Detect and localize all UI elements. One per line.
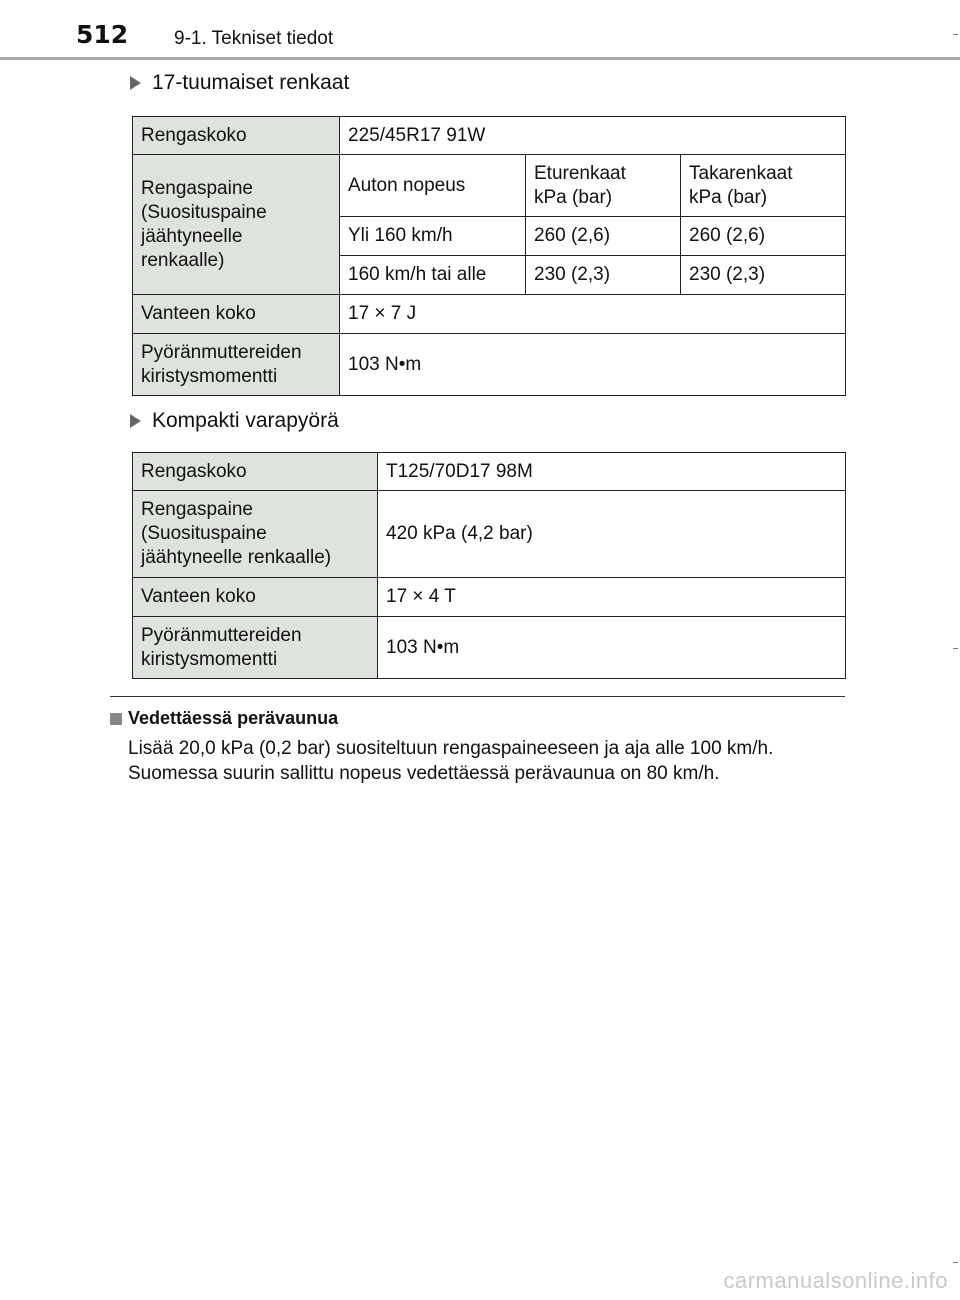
note-line-1: Lisää 20,0 kPa (0,2 bar) suositeltuun rengaspaineeseen ja aja alle 100 km/h. bbox=[128, 738, 774, 759]
table-row bbox=[133, 578, 846, 617]
torque-value: 103 N•m bbox=[340, 334, 846, 396]
page-edge-mark bbox=[953, 1262, 958, 1263]
tire-size-value: 225/45R17 91W bbox=[340, 117, 846, 155]
note-line-2: Suomessa suurin sallittu nopeus vedettäessä perävaunua on 80 km/h. bbox=[128, 763, 720, 784]
chapter-title: 9-1. Tekniset tiedot bbox=[174, 28, 334, 49]
torque-label: Pyöränmuttereiden kiristysmomentti bbox=[133, 334, 340, 396]
table-row bbox=[133, 334, 846, 396]
section-heading-compact-spare bbox=[130, 409, 339, 433]
triangle-bullet-icon bbox=[130, 76, 141, 90]
speed-column-header: Auton nopeus bbox=[340, 155, 526, 217]
square-bullet-icon bbox=[110, 713, 122, 725]
table-row bbox=[133, 491, 846, 578]
front-pressure-cell: 230 (2,3) bbox=[526, 256, 681, 295]
tire-size-label: Rengaskoko bbox=[133, 117, 340, 155]
wheel-size-label: Vanteen koko bbox=[133, 578, 378, 617]
page-header bbox=[0, 0, 960, 62]
section-heading-17-inch bbox=[130, 71, 349, 95]
tire-spec-table-compact-spare bbox=[132, 452, 846, 679]
table-row bbox=[133, 295, 846, 334]
speed-cell: 160 km/h tai alle bbox=[340, 256, 526, 295]
front-column-header bbox=[526, 155, 681, 217]
front-header-line2: kPa (bar) bbox=[534, 186, 613, 208]
wheel-size-value: 17 × 7 J bbox=[340, 295, 846, 334]
rear-column-header bbox=[681, 155, 846, 217]
rear-pressure-cell: 230 (2,3) bbox=[681, 256, 846, 295]
watermark: carmanualsonline.info bbox=[723, 1268, 948, 1293]
table-row bbox=[133, 617, 846, 679]
page-edge-mark bbox=[953, 648, 958, 649]
pressure-label-line1: Rengaspaine bbox=[141, 499, 253, 520]
table-row bbox=[133, 453, 846, 491]
rear-pressure-cell: 260 (2,6) bbox=[681, 217, 846, 256]
tire-pressure-label bbox=[133, 491, 378, 578]
note-divider bbox=[110, 696, 845, 697]
table-row bbox=[133, 117, 846, 155]
section-heading-text: Kompakti varapyörä bbox=[152, 409, 339, 432]
header-divider bbox=[0, 57, 960, 60]
note-title bbox=[110, 708, 338, 729]
tire-size-label: Rengaskoko bbox=[133, 453, 378, 491]
pressure-label-line3: jäähtyneelle renkaalle) bbox=[141, 547, 332, 568]
tire-pressure-label: Rengaspaine (Suosituspaine jäähtyneelle renkaalle) bbox=[133, 155, 340, 295]
wheel-size-value: 17 × 4 T bbox=[378, 578, 846, 617]
front-pressure-cell: 260 (2,6) bbox=[526, 217, 681, 256]
torque-label: Pyöränmuttereiden kiristysmomentti bbox=[133, 617, 378, 679]
triangle-bullet-icon bbox=[130, 414, 141, 428]
table-row bbox=[133, 155, 846, 217]
front-header-line1: Eturenkaat bbox=[534, 162, 626, 184]
note-body bbox=[128, 736, 848, 786]
tire-pressure-value: 420 kPa (4,2 bar) bbox=[378, 491, 846, 578]
rear-header-line1: Takarenkaat bbox=[689, 162, 793, 184]
pressure-label-line2: (Suosituspaine bbox=[141, 523, 267, 544]
page-edge-mark bbox=[953, 34, 958, 35]
note-title-text: Vedettäessä perävaunua bbox=[128, 708, 339, 728]
section-heading-text: 17-tuumaiset renkaat bbox=[152, 71, 350, 94]
torque-value: 103 N•m bbox=[378, 617, 846, 679]
tire-size-value: T125/70D17 98M bbox=[378, 453, 846, 491]
rear-header-line2: kPa (bar) bbox=[689, 186, 768, 208]
page-number: 512 bbox=[76, 20, 129, 49]
wheel-size-label: Vanteen koko bbox=[133, 295, 340, 334]
speed-cell: Yli 160 km/h bbox=[340, 217, 526, 256]
tire-spec-table-17-inch bbox=[132, 116, 846, 396]
